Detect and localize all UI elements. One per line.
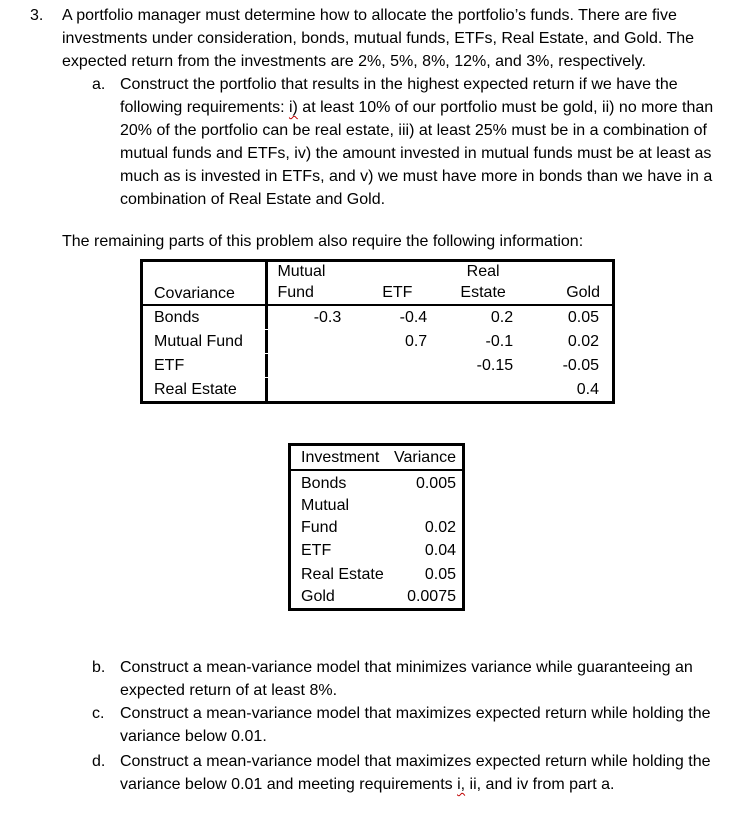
table-row-real-estate: [291, 562, 462, 586]
table-cell: 0.7: [404, 333, 428, 351]
part-a-line-5: much as is invested in ETFs, and v) we must have more in bonds than we have in a: [120, 168, 713, 185]
col-header-real-estate: Real Estate: [460, 263, 506, 301]
table-row-etf: [291, 539, 462, 562]
row-label: Real Estate: [301, 565, 384, 583]
part-b-line-1: Construct a mean-variance model that minimizes variance while guaranteeing an: [120, 659, 693, 676]
col-header-etf: ETF: [382, 284, 413, 301]
table-cell: -0.1: [485, 333, 514, 351]
intro-line-1: A portfolio manager must determine how to allocate the portfolio’s funds. There are five: [62, 7, 677, 24]
covariance-table: [140, 259, 615, 404]
parts-bcd-block: [92, 656, 742, 796]
row-label: Real Estate: [143, 378, 268, 401]
row-label: Mutual: [301, 497, 350, 515]
table-row-bonds: [143, 306, 612, 330]
table-cell: 0.04: [424, 542, 456, 560]
part-a-line-4: mutual funds and ETFs, iv) the amount invested in mutual funds must be at least as: [120, 145, 712, 162]
table-cell: -0.15: [476, 356, 514, 374]
part-c: [92, 702, 742, 748]
variance-table-header-row: [291, 446, 462, 471]
table-cell: 0.02: [567, 333, 600, 351]
col-header-gold: Gold: [566, 284, 600, 301]
variance-table: [288, 443, 465, 611]
table-cell: -0.3: [313, 309, 342, 327]
table-row-etf: [143, 354, 612, 378]
part-d-line-2-pre: variance below 0.01 and meeting requirements: [120, 776, 458, 793]
part-d: [92, 750, 742, 796]
part-a-line-1: Construct the portfolio that results in the highest expected return if we have the: [120, 76, 678, 93]
spellcheck-flagged-text: i,: [457, 776, 466, 793]
table-cell: 0.05: [424, 565, 456, 583]
part-b: [92, 656, 742, 702]
table-row-gold: [291, 586, 462, 608]
table-cell: 0.0075: [407, 588, 456, 605]
part-c-line-2: variance below 0.01.: [120, 728, 267, 745]
table-row-bonds: [291, 471, 462, 495]
part-d-marker: d.: [92, 753, 106, 770]
covariance-table-header-row: [143, 262, 612, 306]
part-d-line-2: [120, 773, 742, 796]
part-a-line-6: combination of Real Estate and Gold.: [120, 191, 386, 208]
part-a-marker: a.: [92, 76, 106, 93]
problem-number: 3.: [30, 7, 44, 24]
table-cell: 0.2: [490, 309, 514, 327]
spellcheck-flagged-text: i): [288, 99, 298, 116]
row-label: Mutual Fund: [143, 330, 268, 353]
part-b-marker: b.: [92, 659, 106, 676]
part-c-marker: c.: [92, 705, 105, 722]
table-row-mutual-fund: Mutual Fund 0.02: [291, 495, 462, 539]
part-a-line-2-post: at least 10% of our portfolio must be gold, ii) no more than: [297, 99, 714, 116]
table-cell: 0.4: [576, 380, 600, 398]
row-label: Bonds: [301, 474, 347, 492]
problem-intro: [30, 4, 740, 73]
table-cell: -0.4: [399, 309, 428, 327]
intro-line-3: expected return from the investments are 2%, 5%, 8%, 12%, and 3%, respectively.: [62, 53, 646, 70]
col-header-mutual-fund: Mutual Fund: [277, 263, 326, 301]
part-d-line-2-post: ii, and iv from part a.: [465, 776, 615, 793]
part-b-line-2: expected return of at least 8%.: [120, 682, 338, 699]
col-header-investment: Investment: [301, 449, 380, 466]
problem-3-block: [30, 4, 740, 211]
covariance-corner-cell: [143, 262, 268, 304]
row-label: Gold: [301, 588, 335, 605]
part-d-line-1: Construct a mean-variance model that maximizes expected return while holding the: [120, 753, 711, 770]
table-row-real-estate: [143, 377, 612, 401]
part-a-line-3: 20% of the portfolio can be real estate, iii) at least 25% must be in a combination of: [120, 122, 707, 139]
row-label: ETF: [143, 354, 268, 377]
interlude-text: The remaining parts of this problem also require the following information:: [62, 233, 584, 250]
part-a-line-2: [120, 96, 740, 119]
row-label: Bonds: [143, 306, 268, 329]
table-cell: -0.05: [562, 356, 600, 374]
part-a: [30, 73, 740, 211]
row-label: ETF: [301, 542, 332, 560]
covariance-corner-label: Covariance: [154, 285, 235, 302]
intro-line-2: investments under consideration, bonds, mutual funds, ETFs, Real Estate, and Gold. The: [62, 30, 695, 47]
table-cell: 0.05: [567, 309, 600, 327]
table-cell: 0.005: [415, 474, 456, 492]
col-header-variance: Variance: [394, 449, 456, 466]
table-row-mutual-fund: [143, 330, 612, 354]
part-c-line-1: Construct a mean-variance model that maximizes expected return while holding the: [120, 705, 711, 722]
table-cell: 0.02: [424, 519, 456, 537]
part-a-line-2-pre: following requirements:: [120, 99, 289, 116]
